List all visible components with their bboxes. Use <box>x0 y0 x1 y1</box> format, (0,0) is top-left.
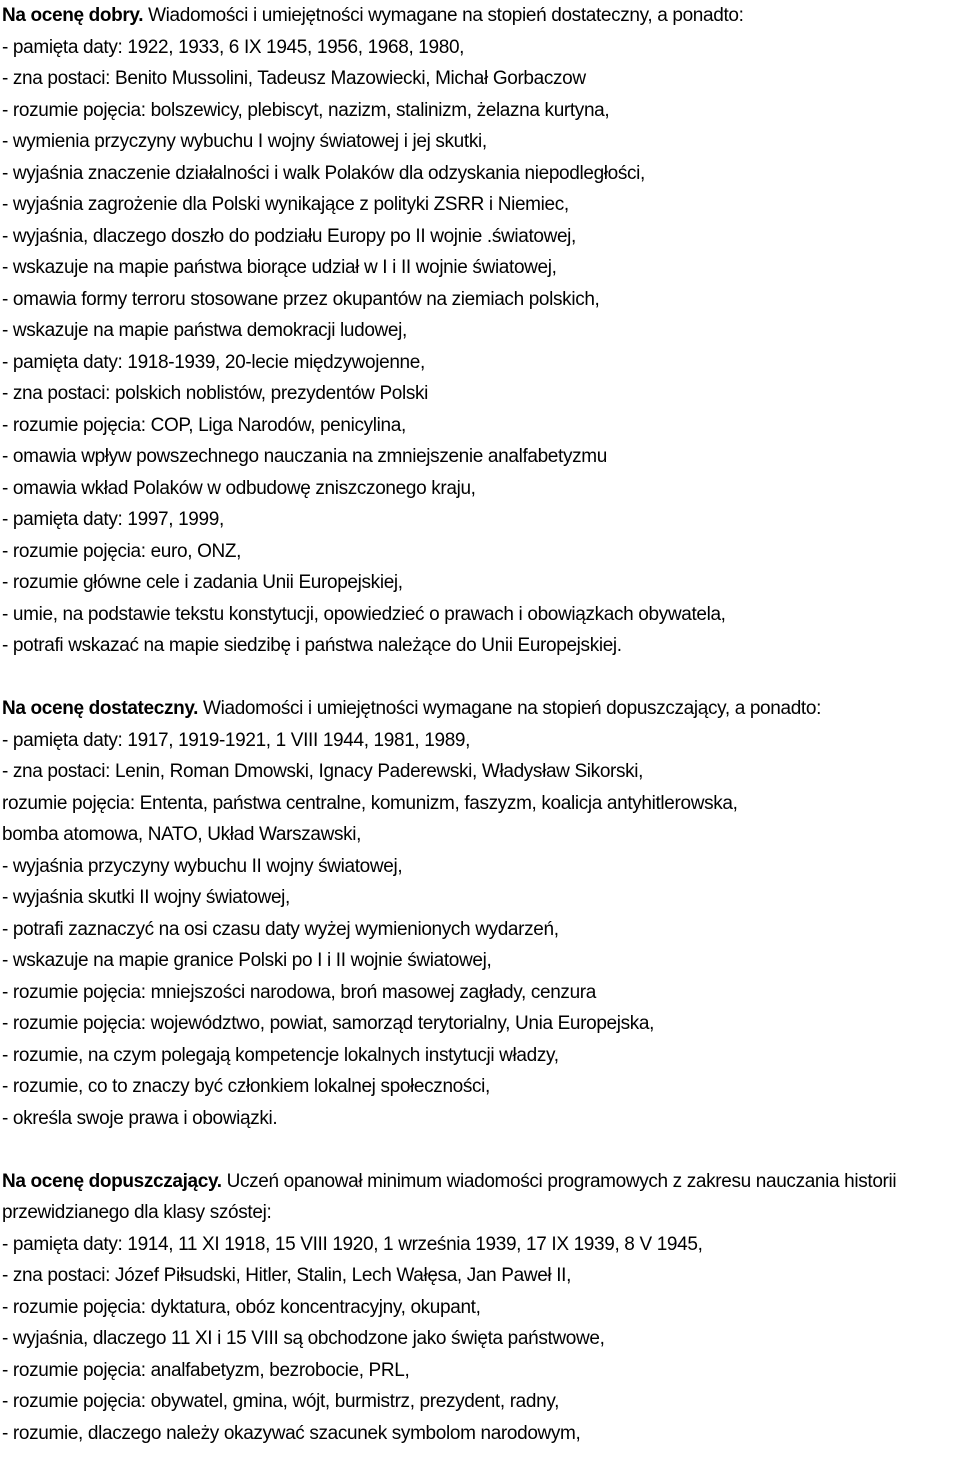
list-item: - pamięta daty: 1917, 1919-1921, 1 VIII 1944, 1981, 1989, <box>2 729 471 751</box>
section-heading: Na ocenę dostateczny. <box>2 698 199 719</box>
list-item: - zna postaci: Benito Mussolini, Tadeusz Mazowiecki, Michał Gorbaczow <box>2 68 586 89</box>
list-item: - wyjaśnia, dlaczego 11 XI i 15 VIII są obchodzone jako święta państwowe, <box>2 1328 605 1349</box>
list-item: - zna postaci: Józef Piłsudski, Hitler, Stalin, Lech Wałęsa, Jan Paweł II, <box>2 1265 571 1286</box>
section-heading: Na ocenę dopuszczający. <box>2 1170 222 1192</box>
list-item: - rozumie pojęcia: mniejszości narodowa, broń masowej zagłady, cenzura <box>2 981 596 1003</box>
section-grade-good <box>2 0 958 662</box>
list-item: - rozumie pojęcia: obywatel, gmina, wójt, burmistrz, prezydent, radny, <box>2 1391 559 1412</box>
list-item: - rozumie pojęcia: województwo, powiat, samorząd terytorialny, Unia Europejska, <box>2 1013 655 1034</box>
list-item: - określa swoje prawa i obowiązki. <box>2 1107 278 1129</box>
section-intro <box>2 693 958 725</box>
list-item: - wyjaśnia, dlaczego doszło do podziału Europy po II wojnie .światowej, <box>2 225 576 247</box>
list-item: - pamięta daty: 1914, 11 XI 1918, 15 VIII 1920, 1 września 1939, 17 IX 1939, 8 V 1945, <box>2 1233 703 1255</box>
list-item: - omawia wkład Polaków w odbudowę zniszczonego kraju, <box>2 477 476 499</box>
list-item: - wyjaśnia zagrożenie dla Polski wynikające z polityki ZSRR i Niemiec, <box>2 194 569 215</box>
list-item: - potrafi wskazać na mapie siedzibę i państwa należące do Unii Europejskiej. <box>2 635 622 656</box>
list-item: bomba atomowa, NATO, Układ Warszawski, <box>2 824 362 845</box>
section-intro-text: Wiadomości i umiejętności wymagane na stopień dopuszczający, a ponadto: <box>198 698 822 719</box>
list-item: - wskazuje na mapie granice Polski po I i II wojnie światowej, <box>2 950 492 971</box>
list-item: - wyjaśnia przyczyny wybuchu II wojny światowej, <box>2 855 403 877</box>
section-intro-text: Wiadomości i umiejętności wymagane na stopień dostateczny, a ponadto: <box>143 5 744 26</box>
list-item: - rozumie pojęcia: euro, ONZ, <box>2 540 242 562</box>
list-item: - rozumie pojęcia: COP, Liga Narodów, penicylina, <box>2 414 406 436</box>
list-item: - umie, na podstawie tekstu konstytucji, opowiedzieć o prawach i obowiązkach obywatela, <box>2 603 726 625</box>
section-grade-passing <box>2 1166 958 1450</box>
section-intro-text: Uczeń opanował minimum wiadomości programowych z zakresu nauczania historii przewidzianego dla klasy szóstej: <box>2 1170 897 1223</box>
list-item: - rozumie główne cele i zadania Unii Europejskiej, <box>2 572 403 593</box>
requirements-list <box>2 1229 958 1450</box>
section-intro <box>2 0 958 32</box>
list-item: - wskazuje na mapie państwa biorące udział w I i II wojnie światowej, <box>2 257 557 278</box>
list-item: - pamięta daty: 1922, 1933, 6 IX 1945, 1956, 1968, 1980, <box>2 36 465 58</box>
list-item: - wyjaśnia skutki II wojny światowej, <box>2 887 290 908</box>
list-item: - rozumie, na czym polegają kompetencje lokalnych instytucji władzy, <box>2 1044 559 1066</box>
requirements-list <box>2 725 958 1135</box>
section-grade-sufficient <box>2 693 958 1134</box>
list-item: - wskazuje na mapie państwa demokracji ludowej, <box>2 320 407 341</box>
list-item: - rozumie, dlaczego należy okazywać szacunek symbolom narodowym, <box>2 1422 581 1444</box>
list-item: - rozumie pojęcia: analfabetyzm, bezrobocie, PRL, <box>2 1359 410 1381</box>
list-item: - pamięta daty: 1997, 1999, <box>2 509 224 530</box>
document-page <box>2 0 958 1449</box>
section-heading: Na ocenę dobry. <box>2 5 144 26</box>
list-item: - wymienia przyczyny wybuchu I wojny światowej i jej skutki, <box>2 131 487 152</box>
list-item: - omawia formy terroru stosowane przez okupantów na ziemiach polskich, <box>2 288 600 310</box>
list-item: - rozumie pojęcia: bolszewicy, plebiscyt, nazizm, stalinizm, żelazna kurtyna, <box>2 99 610 121</box>
section-intro <box>2 1166 958 1229</box>
list-item: - potrafi zaznaczyć na osi czasu daty wyżej wymienionych wydarzeń, <box>2 918 559 940</box>
list-item: - wyjaśnia znaczenie działalności i walk Polaków dla odzyskania niepodległości, <box>2 162 645 184</box>
list-item: - zna postaci: polskich noblistów, prezydentów Polski <box>2 383 429 404</box>
list-item: - omawia wpływ powszechnego nauczania na zmniejszenie analfabetyzmu <box>2 446 607 467</box>
list-item: - rozumie pojęcia: dyktatura, obóz koncentracyjny, okupant, <box>2 1296 481 1318</box>
list-item: - rozumie, co to znaczy być członkiem lokalnej społeczności, <box>2 1076 490 1097</box>
list-item: - pamięta daty: 1918-1939, 20-lecie międzywojenne, <box>2 351 425 373</box>
list-item: rozumie pojęcia: Ententa, państwa centralne, komunizm, faszyzm, koalicja antyhitlerowska, <box>2 792 738 814</box>
list-item: - zna postaci: Lenin, Roman Dmowski, Ignacy Paderewski, Władysław Sikorski, <box>2 761 644 782</box>
requirements-list <box>2 32 958 662</box>
